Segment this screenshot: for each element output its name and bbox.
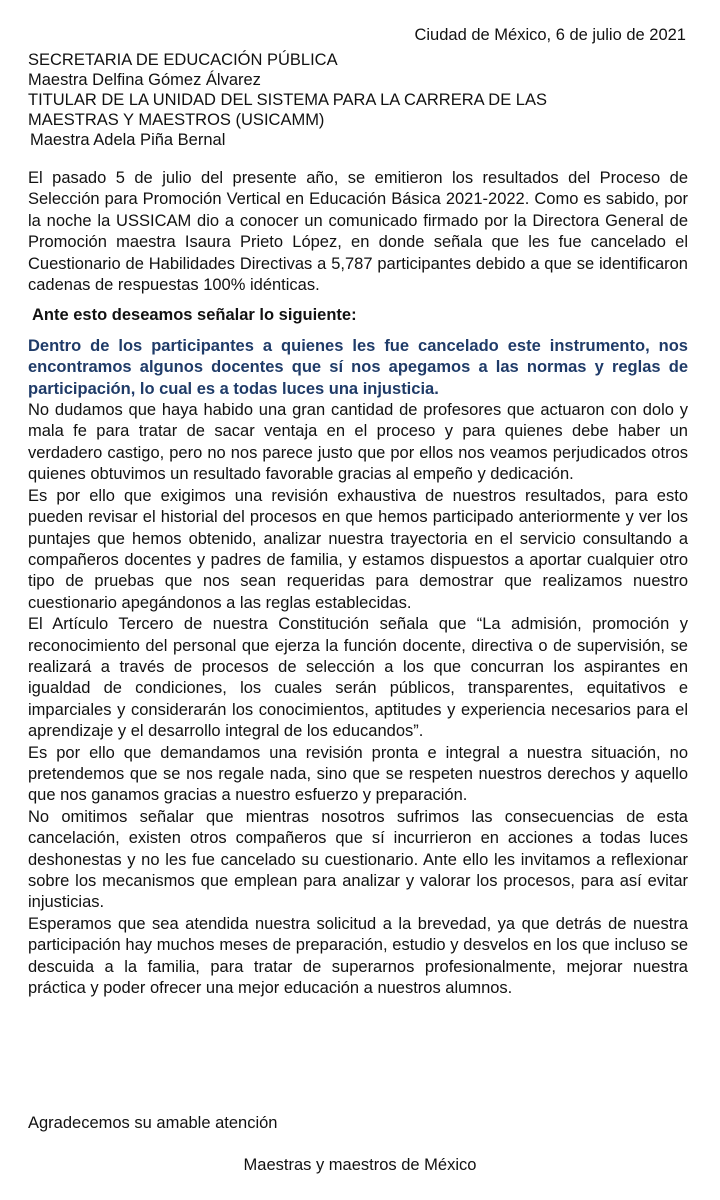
signature: Maestras y maestros de México — [243, 1156, 477, 1174]
recipient-name: Maestra Delfina Gómez Álvarez — [28, 71, 261, 89]
paragraph-4: Es por ello que demandamos una revisión pronta e integral a nuestra situación, no pretendemos que se nos regale nada, sino que se respeten nuestros derechos y aquello que nos ganamos gracias a nuestro esfuerzo y preparación. — [28, 743, 688, 805]
paragraph-6: Esperamos que sea atendida nuestra solicitud a la brevedad, ya que detrás de nuestra participación hay muchos meses de preparación, estudio y desvelos en los que incluso se descuida a la familia, para tratar de superarnos profesionalmente, mejorar nuestra práctica y poder ofrecer una mejor educación a nuestros alumnos. — [28, 914, 688, 998]
recipient-institution: SECRETARIA DE EDUCACIÓN PÚBLICA — [28, 51, 338, 69]
date-line: Ciudad de México, 6 de julio de 2021 — [414, 26, 686, 44]
paragraph-5: No omitimos señalar que mientras nosotros sufrimos las consecuencias de esta cancelación, existen otros compañeros que sí incurrieron en acciones a todas luces deshonestas y no les fue cancelado su cuestionario. Ante ello les invitamos a reflexionar sobre los mecanismos que emplean para analizar y valorar los procesos, para así evitar injusticias. — [28, 807, 688, 912]
paragraph-3: El Artículo Tercero de nuestra Constitución señala que “La admisión, promoción y reconocimiento del personal que ejerza la función docente, directiva o de supervisión, se realizará a través de procesos de selección a los que concurran los aspirantes en igualdad de condiciones, los cuales serán públicos, transparentes, equitativos e imparciales y considerarán los conocimientos, aptitudes y experiencia necesarios para el aprendizaje y el desarrollo integral de los educandos”. — [28, 615, 688, 741]
recipient-title-line-1: TITULAR DE LA UNIDAD DEL SISTEMA PARA LA CARRERA DE LAS — [28, 91, 547, 109]
letter-body — [28, 168, 688, 999]
recipient-block — [28, 50, 678, 150]
recipient-title-line-2: MAESTRAS Y MAESTROS (USICAMM) — [28, 111, 325, 129]
recipient-second-name: Maestra Adela Piña Bernal — [30, 131, 226, 149]
lead-statement: Ante esto deseamos señalar lo siguiente: — [32, 306, 357, 325]
intro-paragraph: El pasado 5 de julio del presente año, se emitieron los resultados del Proceso de Selección para Promoción Vertical en Educación Básica 2021-2022. Como es sabido, por la noche la USSICAM dio a conocer un comunicado firmado por la Directora General de Promoción maestra Isaura Prieto López, en donde señala que les fue cancelado el Cuestionario de Habilidades Directivas a 5,787 participantes debido a que se identificaron cadenas de respuestas 100% idénticas. — [28, 169, 688, 295]
highlighted-paragraph: Dentro de los participantes a quienes les fue cancelado este instrumento, nos encontramos algunos docentes que sí nos apegamos a las normas y reglas de participación, lo cual es a todas luces una injusticia. — [28, 336, 688, 398]
paragraph-1: No dudamos que haya habido una gran cantidad de profesores que actuaron con dolo y mala fe para tratar de sacar ventaja en el proceso y para quienes debe haber un verdadero castigo, pero no nos parece justo que por ellos nos veamos perjudicados otros quienes obtuvimos un resultado favorable gracias al empeño y dedicación. — [28, 401, 688, 484]
closing-thanks: Agradecemos su amable atención — [28, 1114, 278, 1132]
paragraph-2: Es por ello que exigimos una revisión exhaustiva de nuestros resultados, para esto pueden revisar el historial del procesos en que hemos participado anteriormente y ver los puntajes que hemos obtenido, analizar nuestra trayectoria en el servicio consultando a compañeros docentes y padres de familia, y estamos dispuestos a aportar cualquier otro tipo de pruebas que nos sean requeridas para demostrar que realizamos nuestro cuestionario apegándonos a las reglas establecidas. — [28, 486, 688, 612]
